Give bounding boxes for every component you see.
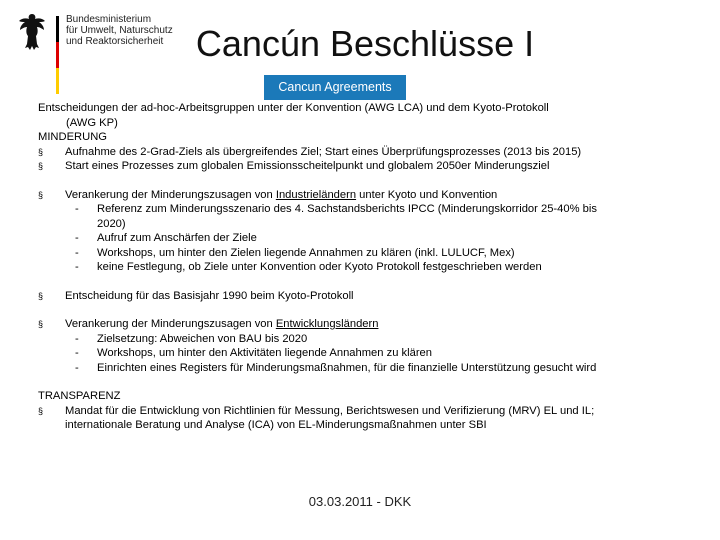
footer-date: 03.03.2011 - DKK xyxy=(308,494,412,509)
ministry-line: und Reaktorsicherheit xyxy=(66,36,164,47)
sub-text-cont: 2020) xyxy=(97,217,126,230)
sub-item xyxy=(38,332,704,347)
sub-text: keine Festlegung, ob Ziele unter Konvention oder Kyoto Protokoll festgeschrieben werden xyxy=(97,261,542,273)
bullet-icon: § xyxy=(38,290,44,301)
bullet-item-transparency xyxy=(38,404,704,419)
sub-item xyxy=(38,231,704,246)
bullet-item xyxy=(38,159,704,174)
slide-title: Cancún Beschlüsse I xyxy=(195,23,535,64)
bullet-item-base-year xyxy=(38,289,704,304)
sub-item xyxy=(38,260,704,275)
dash-icon: - xyxy=(75,332,79,345)
sub-item xyxy=(38,202,704,217)
bullet-item-cont xyxy=(38,418,704,433)
sub-text: Einrichten eines Registers für Minderungsmaßnahmen, für die finanzielle Unterstützung gesucht wird xyxy=(97,361,597,374)
sub-item xyxy=(38,246,704,261)
bullet-icon: § xyxy=(38,319,44,329)
bullet-text-prefix: Verankerung der Minderungszusagen von xyxy=(65,188,276,201)
transparency-heading: TRANSPARENZ xyxy=(38,390,121,402)
intro-text-cont: (AWG KP) xyxy=(66,116,118,129)
intro-text: Entscheidungen der ad-hoc-Arbeitsgruppen unter der Konvention (AWG LCA) und dem Kyoto-Protokoll xyxy=(38,102,549,114)
bullet-icon: § xyxy=(38,146,44,157)
sub-text: Aufruf zum Anschärfen der Ziele xyxy=(97,232,257,244)
sub-text: Workshops, um hinter den Aktivitäten liegende Annahmen zu klären xyxy=(97,347,432,359)
ministry-line: für Umwelt, Naturschutz xyxy=(66,25,173,36)
bullet-text-prefix: Verankerung der Minderungszusagen von xyxy=(65,318,276,330)
bullet-item-developing xyxy=(38,317,704,332)
bullet-text: Aufnahme des 2-Grad-Ziels als übergreifendes Ziel; Start eines Überprüfungsprozesses (2013 bis 2015) xyxy=(65,145,582,158)
dash-icon: - xyxy=(75,246,79,259)
dash-icon: - xyxy=(75,347,79,359)
ministry-name xyxy=(66,14,186,47)
sub-text: Zielsetzung: Abweichen von BAU bis 2020 xyxy=(97,332,308,345)
bullet-icon: § xyxy=(38,405,44,416)
bullet-item-industrial xyxy=(38,188,704,203)
cancun-agreements-badge: Cancun Agreements xyxy=(264,75,406,100)
ministry-logo xyxy=(8,8,178,88)
federal-eagle-icon xyxy=(16,12,48,52)
bullet-item xyxy=(38,145,704,160)
dash-icon: - xyxy=(75,203,79,215)
bullet-icon: § xyxy=(38,189,44,200)
dash-icon: - xyxy=(75,361,79,374)
sub-item xyxy=(38,346,704,361)
sub-item-cont xyxy=(38,217,704,232)
flag-stripe xyxy=(56,16,59,94)
mitigation-heading: MINDERUNG xyxy=(38,131,107,143)
sub-item xyxy=(38,361,704,376)
sub-text: Referenz zum Minderungsszenario des 4. Sachstandsberichts IPCC (Minderungskorridor 25-40% bis xyxy=(97,203,597,215)
dash-icon: - xyxy=(75,261,79,273)
bullet-text-suffix: unter Kyoto und Konvention xyxy=(356,188,498,201)
bullet-text: Entscheidung für das Basisjahr 1990 beim Kyoto-Protokoll xyxy=(65,289,354,302)
bullet-icon: § xyxy=(38,161,44,171)
dash-icon: - xyxy=(75,232,79,244)
industrial-countries-term: Industrieländern xyxy=(275,188,357,201)
bullet-text: Mandat für die Entwicklung von Richtlinien für Messung, Berichtswesen und Verifizierung (MRV) EL und IL; xyxy=(65,404,595,417)
ministry-line: Bundesministerium xyxy=(66,14,152,25)
developing-countries-term: Entwicklungsländern xyxy=(275,318,379,330)
bullet-text-cont: internationale Beratung und Analyse (ICA) von EL-Minderungsmaßnahmen unter SBI xyxy=(65,419,487,431)
bullet-text: Start eines Prozesses zum globalen Emissionsscheitelpunkt und globalem 2050er Minderungsziel xyxy=(65,160,550,172)
sub-text: Workshops, um hinter den Zielen liegende Annahmen zu klären (inkl. LULUCF, Mex) xyxy=(97,246,515,259)
slide-content xyxy=(38,101,704,433)
